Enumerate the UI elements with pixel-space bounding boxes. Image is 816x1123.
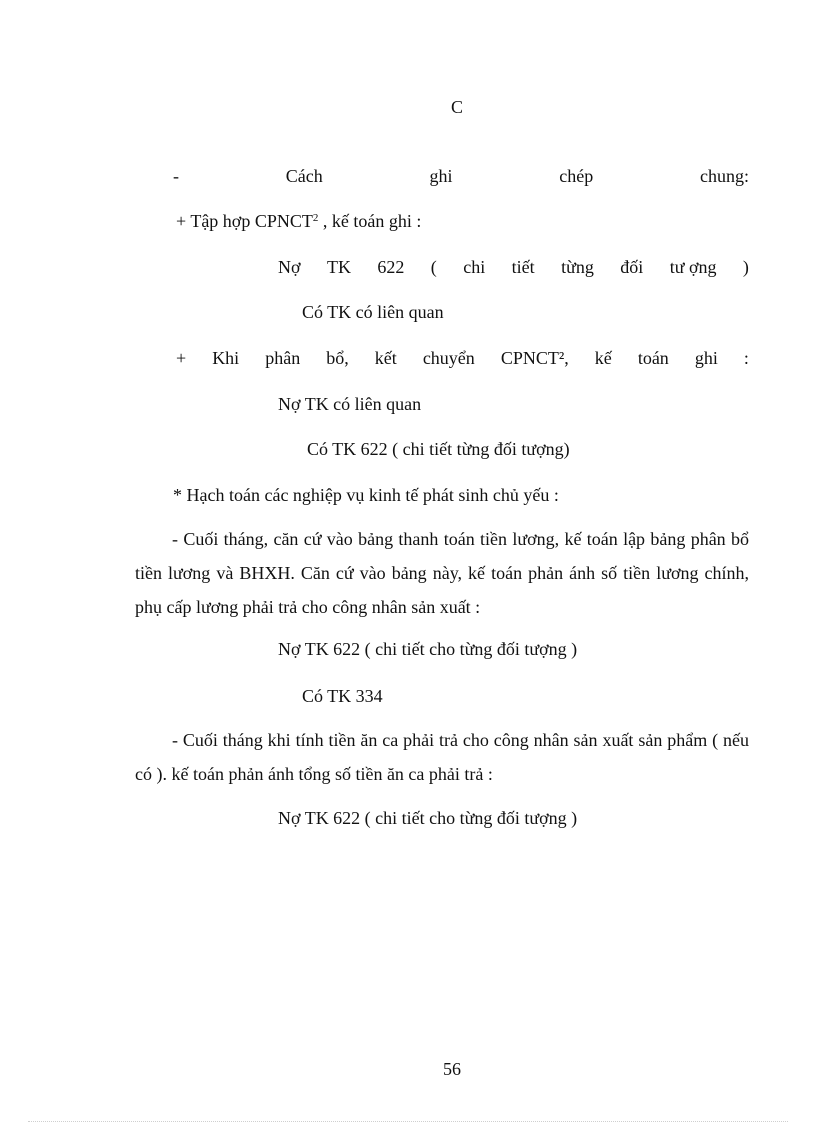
collect-suffix: , kế toán ghi : bbox=[318, 211, 422, 231]
word: Cách bbox=[285, 166, 323, 186]
word: ( bbox=[430, 257, 437, 277]
footer-rule bbox=[28, 1121, 788, 1122]
word: 622 bbox=[377, 257, 405, 277]
word: tư ợng bbox=[669, 257, 717, 277]
word: TK bbox=[326, 257, 351, 277]
word: ) bbox=[742, 257, 749, 277]
ops-paragraph-1: - Cuối tháng, căn cứ vào bảng thanh toán tiền lương, kế toán lập bảng phân bổ tiền lương và BHXH. Căn cứ vào bảng này, kế toán phản ánh số tiền lương chính, phụ cấp lương phải trả cho công nhân sản xuất : bbox=[135, 529, 749, 617]
allocation-line bbox=[176, 347, 749, 369]
collect-line bbox=[176, 210, 421, 232]
word: toán bbox=[637, 348, 669, 368]
word: ghi bbox=[429, 166, 453, 186]
word: - bbox=[173, 166, 179, 186]
ops-paragraph-2: - Cuối tháng khi tính tiền ăn ca phải trả cho công nhân sản xuất sản phẩm ( nếu có ). kế toán phản ánh tổng số tiền ăn ca phải trả : bbox=[135, 730, 749, 784]
page-number: 56 bbox=[443, 1059, 461, 1079]
word: CPNCT², bbox=[500, 348, 569, 368]
word: bổ, bbox=[326, 348, 349, 368]
debit-entry-3: Nợ TK 622 ( chi tiết cho từng đối tượng ) bbox=[278, 639, 578, 659]
credit-entry-2: Có TK 622 ( chi tiết từng đối tượng) bbox=[307, 439, 570, 459]
word: đối bbox=[620, 257, 644, 277]
section-letter: C bbox=[451, 97, 464, 117]
ops-heading: * Hạch toán các nghiệp vụ kinh tế phát sinh chủ yếu : bbox=[173, 485, 559, 505]
debit-entry-4: Nợ TK 622 ( chi tiết cho từng đối tượng ) bbox=[278, 808, 578, 828]
word: chi bbox=[463, 257, 486, 277]
word: Khi bbox=[212, 348, 240, 368]
word: chép bbox=[559, 166, 594, 186]
word: Nợ bbox=[278, 257, 301, 277]
word: ghi bbox=[694, 348, 718, 368]
word: + bbox=[176, 348, 187, 368]
debit-entry-2: Nợ TK có liên quan bbox=[278, 394, 422, 414]
credit-entry-3: Có TK 334 bbox=[302, 686, 383, 706]
collect-prefix: + Tập hợp CPNCT bbox=[176, 211, 313, 231]
word: phân bbox=[265, 348, 301, 368]
word: : bbox=[743, 348, 749, 368]
credit-entry-1: Có TK có liên quan bbox=[302, 302, 444, 322]
word: tiết bbox=[511, 257, 535, 277]
word: kết bbox=[374, 348, 397, 368]
word: kế bbox=[594, 348, 612, 368]
superscript: 2 bbox=[312, 212, 319, 224]
word: từng bbox=[561, 257, 594, 277]
word: chung: bbox=[699, 166, 749, 186]
debit-entry-1 bbox=[278, 256, 749, 278]
general-heading bbox=[173, 165, 749, 187]
word: chuyển bbox=[422, 348, 475, 368]
